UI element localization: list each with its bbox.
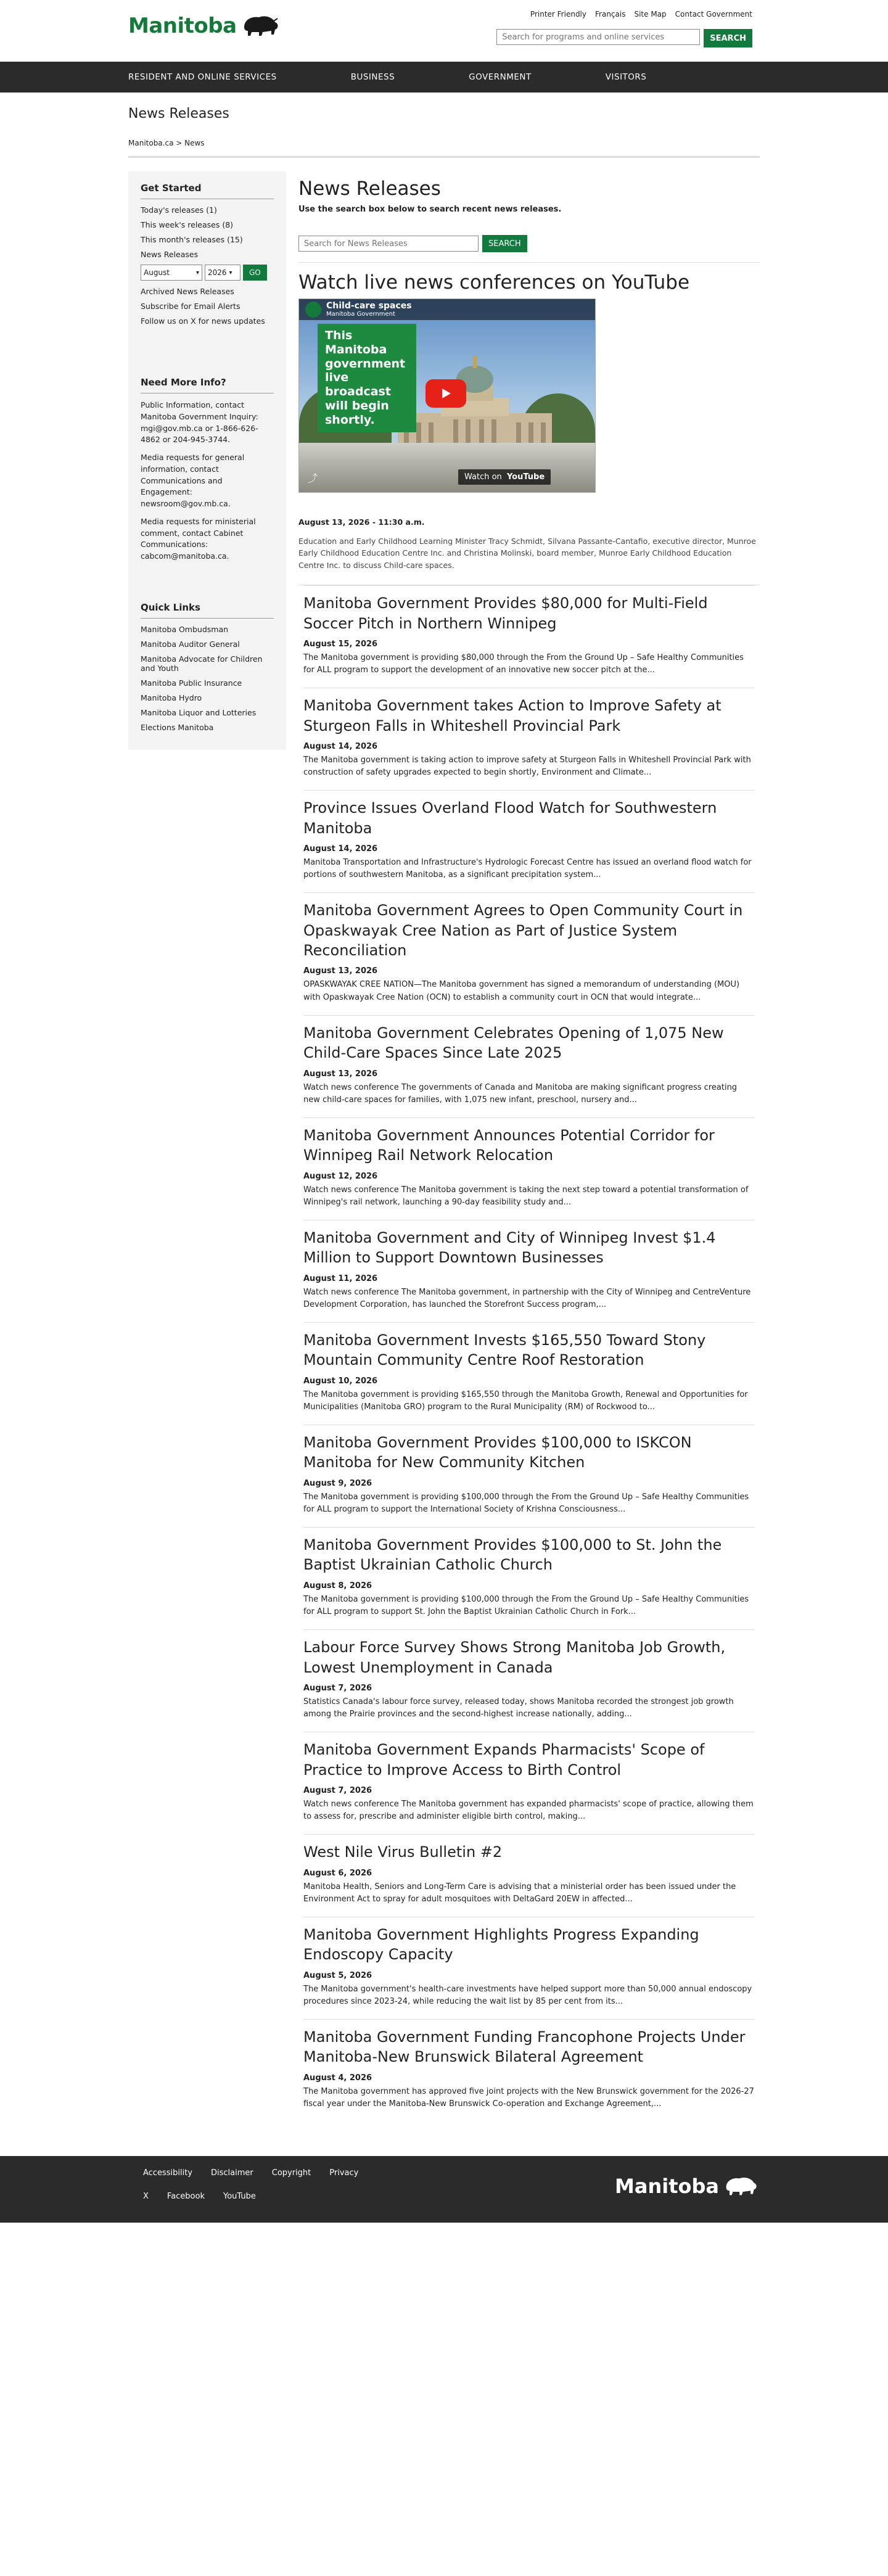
live-heading: Watch live news conferences on YouTube [298,271,690,294]
news-item [303,1425,755,1527]
more-info-heading: Need More Info? [141,377,274,393]
contact-government-link[interactable]: Contact Government [675,10,752,19]
quick-link-auditor[interactable]: Manitoba Auditor General [141,639,240,649]
quick-link-liquor[interactable]: Manitoba Liquor and Lotteries [141,707,257,717]
francais-link[interactable]: Français [595,10,626,19]
quick-links-heading: Quick Links [141,602,274,619]
bison-icon [723,2175,758,2197]
news-item [303,892,755,1014]
news-title-link[interactable]: West Nile Virus Bulletin #2 [303,1843,503,1861]
news-date: August 14, 2026 [303,844,378,854]
footer-copyright-link[interactable]: Copyright [271,2168,311,2178]
news-date: August 13, 2026 [303,1069,378,1079]
content-lead: Use the search box below to search recent news releases. [298,205,562,214]
go-button[interactable]: GO [243,265,267,281]
news-item [303,1322,755,1425]
news-item [303,1220,755,1322]
content-heading: News Releases [298,178,441,200]
news-date: August 4, 2026 [303,2073,372,2083]
news-date: August 8, 2026 [303,1581,372,1590]
news-item [303,1117,755,1220]
site-search [496,29,752,47]
year-select-value: 2026 [208,268,227,277]
news-date: August 9, 2026 [303,1478,372,1488]
footer-logo-text: Manitoba [615,2175,719,2199]
nav-visitors[interactable]: VISITORS [605,72,647,82]
todays-releases-link[interactable]: Today's releases (1) [141,205,217,215]
watch-on-youtube-button[interactable] [458,469,551,485]
news-title-link[interactable]: Manitoba Government Invests $165,550 Toward Stony Mountain Community Centre Roof Restoration [303,1331,706,1369]
footer-links [143,2168,358,2178]
page-title: News Releases [128,106,229,121]
news-description: Watch news conference The Manitoba government, in partnership with the City of Winnipeg and CentreVenture Development Corporation, has launched the Storefront Success program,... [303,1287,751,1309]
chevron-down-icon: ▾ [229,269,232,276]
video-title: Child-care spaces [326,300,412,311]
breadcrumb[interactable]: Manitoba.ca > News [128,139,205,147]
news-item [303,585,755,688]
subscribe-alerts-link[interactable]: Subscribe for Email Alerts [141,302,240,311]
quick-link-mpi[interactable]: Manitoba Public Insurance [141,678,242,688]
news-title-link[interactable]: Manitoba Government Provides $100,000 to St. John the Baptist Ukrainian Catholic Church [303,1536,722,1574]
news-date: August 10, 2026 [303,1376,378,1386]
footer-accessibility-link[interactable]: Accessibility [143,2168,192,2178]
news-item [303,2019,755,2121]
news-date: August 6, 2026 [303,1868,372,1878]
footer-facebook-link[interactable]: Facebook [166,2192,205,2202]
news-description: Manitoba Health, Seniors and Long-Term Care is advising that a ministerial order has been issued under the Environment Act to spray for adult mosquitoes with DeltaGard 20EW in affected... [303,1882,736,1904]
news-description: Watch news conference The Manitoba government is taking the next step toward a potential transformation of Winnipeg's rail network, launching a 90-day feasibility study and... [303,1185,749,1207]
news-date: August 7, 2026 [303,1683,372,1693]
channel-avatar [305,302,321,318]
news-description: Statistics Canada's labour force survey, released today, shows Manitoba recorded the strongest job growth among the Prairie provinces and the second-highest increase nationally, adding... [303,1697,734,1719]
youtube-video-embed[interactable] [298,298,596,493]
news-search [298,235,760,252]
utility-links [530,10,752,19]
news-item [303,1527,755,1629]
news-description: The Manitoba government's health-care investments have helped support more than 50,000 annual endoscopy procedures since 2023-24, while reducing the wait list by 85 per cent from its... [303,1984,752,2006]
quick-link-advocate[interactable]: Manitoba Advocate for Children and Youth [141,654,263,673]
news-title-link[interactable]: Manitoba Government Funding Francophone Projects Under Manitoba-New Brunswick Bilateral Agreement [303,2028,746,2066]
news-description: The Manitoba government is taking action to improve safety at Sturgeon Falls in Whiteshell Provincial Park with construction of safety upgrades expected to begin shortly, Environment and Climate... [303,755,751,778]
year-select[interactable] [205,265,240,281]
news-description: Watch news conference The Manitoba government has expanded pharmacists' scope of practice, allowing them to assess for, prescribe and administer eligible birth control, making... [303,1799,754,1822]
news-item [303,1015,755,1117]
news-title-link[interactable]: Manitoba Government Celebrates Opening of 1,075 New Child-Care Spaces Since Late 2025 [303,1024,724,1062]
news-item [303,1834,755,1917]
quick-link-ombudsman[interactable]: Manitoba Ombudsman [141,624,229,634]
footer-privacy-link[interactable]: Privacy [329,2168,359,2178]
video-banner: This Manitoba government live broadcast will begin shortly. [318,324,416,432]
footer-social [143,2192,256,2201]
site-search-button[interactable]: SEARCH [704,29,752,47]
news-description: The Manitoba government is providing $80,000 through the From the Ground Up – Safe Healthy Communities for ALL program to support the development of an innovative new soccer pitch at the... [303,652,744,675]
play-icon [439,387,453,400]
news-search-button[interactable]: SEARCH [482,235,527,252]
play-button[interactable] [426,379,466,408]
month-select-value: August [144,268,170,277]
nav-resident-services[interactable]: RESIDENT AND ONLINE SERVICES [128,72,277,82]
printer-friendly-link[interactable]: Printer Friendly [530,10,586,19]
archive-filter [141,265,274,281]
share-icon[interactable]: ⤴ [308,472,318,484]
months-releases-link[interactable]: This month's releases (15) [141,235,243,244]
news-description: OPASKWAYAK CREE NATION—The Manitoba government has signed a memorandum of understanding (MOU) with Opaskwayak Cree Nation (OCN) to establish a community court in OCN that would integrate... [303,980,740,1002]
spacer [141,569,274,599]
nav-business[interactable]: BUSINESS [350,72,395,82]
site-footer [0,2156,888,2223]
follow-x-link[interactable]: Follow us on X for news updates [141,316,265,326]
youtube-label: YouTube [506,472,545,482]
footer-youtube-link[interactable]: YouTube [223,2192,256,2202]
event-description: Education and Early Childhood Learning Minister Tracy Schmidt, Silvana Passante-Cantafio, executive director, Munroe Early Childhood Education Centre Inc. and Christina Molinski, board member, Munroe Early Childhood Education Centre Inc. to discuss Child-care spaces. [298,537,756,570]
info-media-ministerial: Media requests for ministerial comment, contact Cabinet Communications: cabcom@manitoba.ca. [141,516,256,561]
page-head [128,93,760,158]
news-date: August 11, 2026 [303,1274,378,1283]
news-title-link[interactable]: Manitoba Government takes Action to Improve Safety at Sturgeon Falls in Whiteshell Provincial Park [303,697,722,735]
bison-icon [240,14,280,38]
footer-x-link[interactable]: X [143,2192,149,2202]
news-search-input[interactable] [298,236,479,252]
video-ground [299,443,595,492]
quick-link-elections[interactable]: Elections Manitoba [141,722,214,732]
news-description: The Manitoba government is providing $100,000 through the From the Ground Up – Safe Healthy Communities for ALL program to support the International Society of Krishna Consciousness... [303,1492,749,1514]
month-select[interactable] [141,265,202,281]
news-title-link[interactable]: Manitoba Government and City of Winnipeg Invest $1.4 Million to Support Downtown Businesses [303,1228,716,1267]
news-title-link[interactable]: Manitoba Government Agrees to Open Community Court in Opaskwayak Cree Nation as Part of Justice System Reconciliation [303,902,743,960]
get-started-heading: Get Started [141,183,274,199]
footer-manitoba-logo[interactable] [615,2175,758,2198]
news-date: August 12, 2026 [303,1171,378,1181]
event-date: August 13, 2026 - 11:30 a.m. [298,517,425,527]
chevron-down-icon: ▾ [195,269,199,276]
news-item [303,1629,755,1732]
news-description: Manitoba Transportation and Infrastructure's Hydrologic Forecast Centre has issued an overland flood watch for portions of southwestern Manitoba, as a significant precipitation system... [303,858,752,880]
info-media-general: Media requests for general information, contact Communications and Engagement: newsroom@gov.mb.ca. [141,453,245,508]
news-list [303,585,755,2121]
main-nav [0,62,888,93]
news-title-link[interactable]: Manitoba Government Provides $80,000 for Multi-Field Soccer Pitch in Northern Winnipeg [303,595,708,632]
news-title-link[interactable]: Manitoba Government Highlights Progress Expanding Endoscopy Capacity [303,1925,699,1964]
spacer [141,331,274,374]
site-map-link[interactable]: Site Map [634,10,667,19]
main-area [128,171,760,2121]
logo-text: Manitoba [128,14,237,38]
info-public: Public Information, contact Manitoba Government Inquiry: mgi@gov.mb.ca or 1-866-626-4862 or 204-945-3744. [141,400,258,445]
news-item [303,1917,755,2019]
news-date: August 13, 2026 [303,966,378,976]
news-title-link[interactable]: Manitoba Government Announces Potential Corridor for Winnipeg Rail Network Relocation [303,1126,715,1164]
news-releases-label: News Releases [141,250,199,259]
news-item [303,790,755,892]
sidebar [128,171,286,750]
news-date: August 5, 2026 [303,1970,372,1980]
watch-on-label: Watch on [464,472,502,482]
news-title-link[interactable]: Manitoba Government Expands Pharmacists' Scope of Practice to Improve Access to Birth Control [303,1741,705,1779]
news-description: Watch news conference The governments of Canada and Manitoba are making significant progress creating new child-care spaces for families, with 1,075 new infant, preschool, nursery and... [303,1082,738,1105]
news-description: The Manitoba government is providing $100,000 through the From the Ground Up – Safe Healthy Communities for ALL program to support St. John the Baptist Ukrainian Catholic Church in Fork... [303,1594,749,1616]
news-date: August 15, 2026 [303,639,378,649]
news-description: The Manitoba government is providing $165,550 through the Manitoba Growth, Renewal and Opportunities for Municipalities (Manitoba GRO) program to the Rural Municipality (RM) of Rockwood to... [303,1389,748,1412]
footer-disclaimer-link[interactable]: Disclaimer [211,2168,253,2178]
archived-releases-link[interactable]: Archived News Releases [141,287,234,296]
quick-link-hydro[interactable]: Manitoba Hydro [141,693,202,702]
video-channel: Manitoba Government [326,311,395,318]
site-search-input[interactable] [496,29,700,45]
manitoba-logo[interactable] [128,14,280,38]
news-description: The Manitoba government has approved five joint projects with the New Brunswick government for the 2026-27 fiscal year under the Manitoba-New Brunswick Co-operation and Exchange Agreement,... [303,2086,754,2109]
weeks-releases-link[interactable]: This week's releases (8) [141,220,234,229]
news-item [303,688,755,790]
content [286,171,760,2121]
video-title-bar [299,299,595,320]
divider [298,262,760,263]
news-item [303,1732,755,1834]
news-date: August 14, 2026 [303,741,378,751]
nav-government[interactable]: GOVERNMENT [469,72,532,82]
site-header [0,0,888,62]
news-title-link[interactable]: Manitoba Government Provides $100,000 to ISKCON Manitoba for New Community Kitchen [303,1434,692,1471]
news-title-link[interactable]: Labour Force Survey Shows Strong Manitoba Job Growth, Lowest Unemployment in Canada [303,1639,726,1676]
news-date: August 7, 2026 [303,1785,372,1795]
news-title-link[interactable]: Province Issues Overland Flood Watch for Southwestern Manitoba [303,799,717,837]
